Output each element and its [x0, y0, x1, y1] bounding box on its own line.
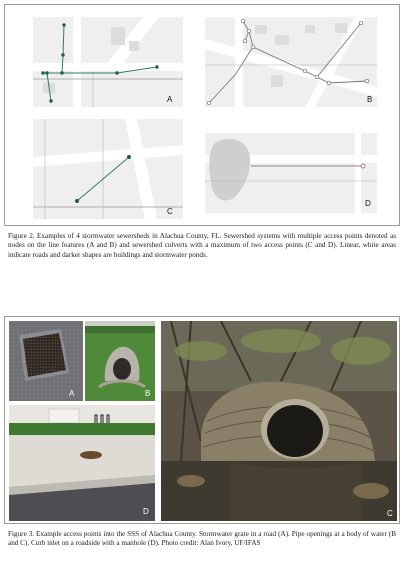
photo-c-graphic [161, 321, 397, 521]
panel-c-label: C [167, 207, 173, 216]
photo-c-culvert [161, 321, 397, 521]
photo-a-label: A [69, 389, 75, 398]
photo-d-label: D [143, 507, 149, 516]
map-panel-c [33, 119, 183, 219]
figure-2-frame [4, 4, 400, 226]
map-panel-a [33, 17, 183, 107]
map-b-graphic [205, 17, 377, 107]
map-a-graphic [33, 17, 183, 107]
figure-3-frame [4, 316, 400, 524]
photo-d-curb-inlet [9, 405, 155, 521]
photo-b-label: B [145, 389, 151, 398]
map-panel-b [205, 17, 377, 107]
panel-a-label: A [167, 95, 173, 104]
photo-c-label: C [387, 509, 393, 518]
panel-d-label: D [365, 199, 371, 208]
figure-3-caption: Figure 3. Example access points into the SSS of Alachua County. Stormwater grate in a road (A). Pipe openings at a body of water (B and C). Curb inlet on a roadside with a manhole (D). Photo credit: Alan Ivory, UF/IFAS [8, 530, 396, 548]
photo-d-graphic [9, 405, 155, 521]
photo-b-pipe-opening [85, 321, 155, 401]
map-c-graphic [33, 119, 183, 219]
figure-2-caption: Figure 2. Examples of 4 stormwater sewersheds in Alachua County, FL. Sewershed systems with multiple access points denoted as nodes on the line features (A and B) and sewershed culverts with a maximum of two access points (C and D). Linear, white areas indicate roads and darker shapes are buildings and stormwater ponds. [8, 232, 396, 259]
photo-a-storm-grate [9, 321, 83, 401]
map-d-graphic [205, 133, 377, 213]
map-panel-d [205, 133, 377, 213]
panel-b-label: B [367, 95, 373, 104]
